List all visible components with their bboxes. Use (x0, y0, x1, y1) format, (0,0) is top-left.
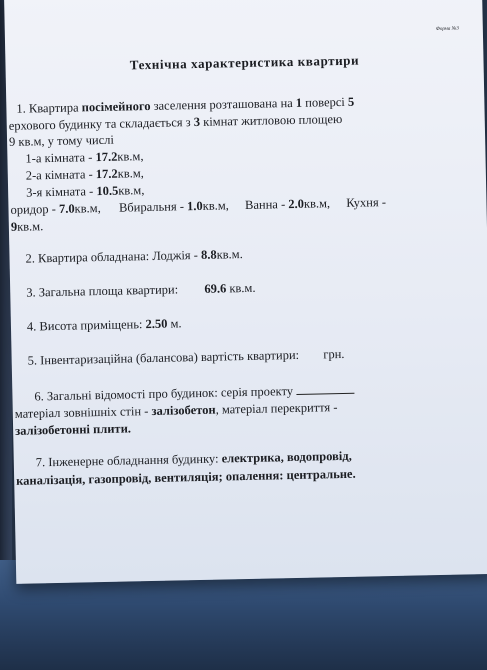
item1-line2: ерхового будинку та складається з 3 кімнат житловою площею (8, 111, 343, 133)
item4-height: 4. Висота приміщень: 2.50 м. (26, 316, 182, 334)
project-series-blank (296, 384, 354, 395)
item7-line1: 7. Інженерне обладнання будинку: електрика, водопровід, (35, 448, 352, 470)
item3-total-area: 3. Загальна площа квартири: 69.6 кв.м. (26, 280, 256, 300)
room-3: 3-я кімната - 10.5кв.м, (26, 183, 145, 200)
document-page (4, 0, 487, 584)
item1-line3: 9 кв.м, у тому числі (8, 132, 115, 149)
document-title: Технічна характеристика квартири (129, 52, 360, 73)
item6-line3: залізобетонні плити. (15, 421, 132, 438)
room-2: 2-а кімната - 17.2кв.м, (25, 166, 144, 183)
item2-equipment: 2. Квартира обладнана: Лоджія - 8.8кв.м. (25, 247, 243, 266)
item5-value: 5. Інвентаризаційна (балансова) вартість квартири: грн. (27, 346, 345, 368)
item7-line2: каналізація, газопровід, вентиляція; опалення: центральне. (16, 466, 356, 488)
kitchen-area: 9кв.м. (10, 219, 44, 234)
form-number: Форма №3 (435, 26, 459, 32)
room-1: 1-а кімната - 17.2кв.м, (25, 149, 144, 166)
item1-line1: 1. Квартира посімейного заселення розташована на 1 поверсі 5 (16, 94, 355, 116)
item6-line2: матеріал зовнішніх стін - залізобетон, матеріал перекриття - (14, 400, 338, 421)
item1-auxiliary-rooms: оридор - 7.0кв.м, Вбиральня - 1.0кв.м, Ванна - 2.0кв.м, Кухня - (10, 195, 387, 217)
item6-line1: 6. Загальні відомості про будинок: серія проекту (34, 383, 354, 405)
